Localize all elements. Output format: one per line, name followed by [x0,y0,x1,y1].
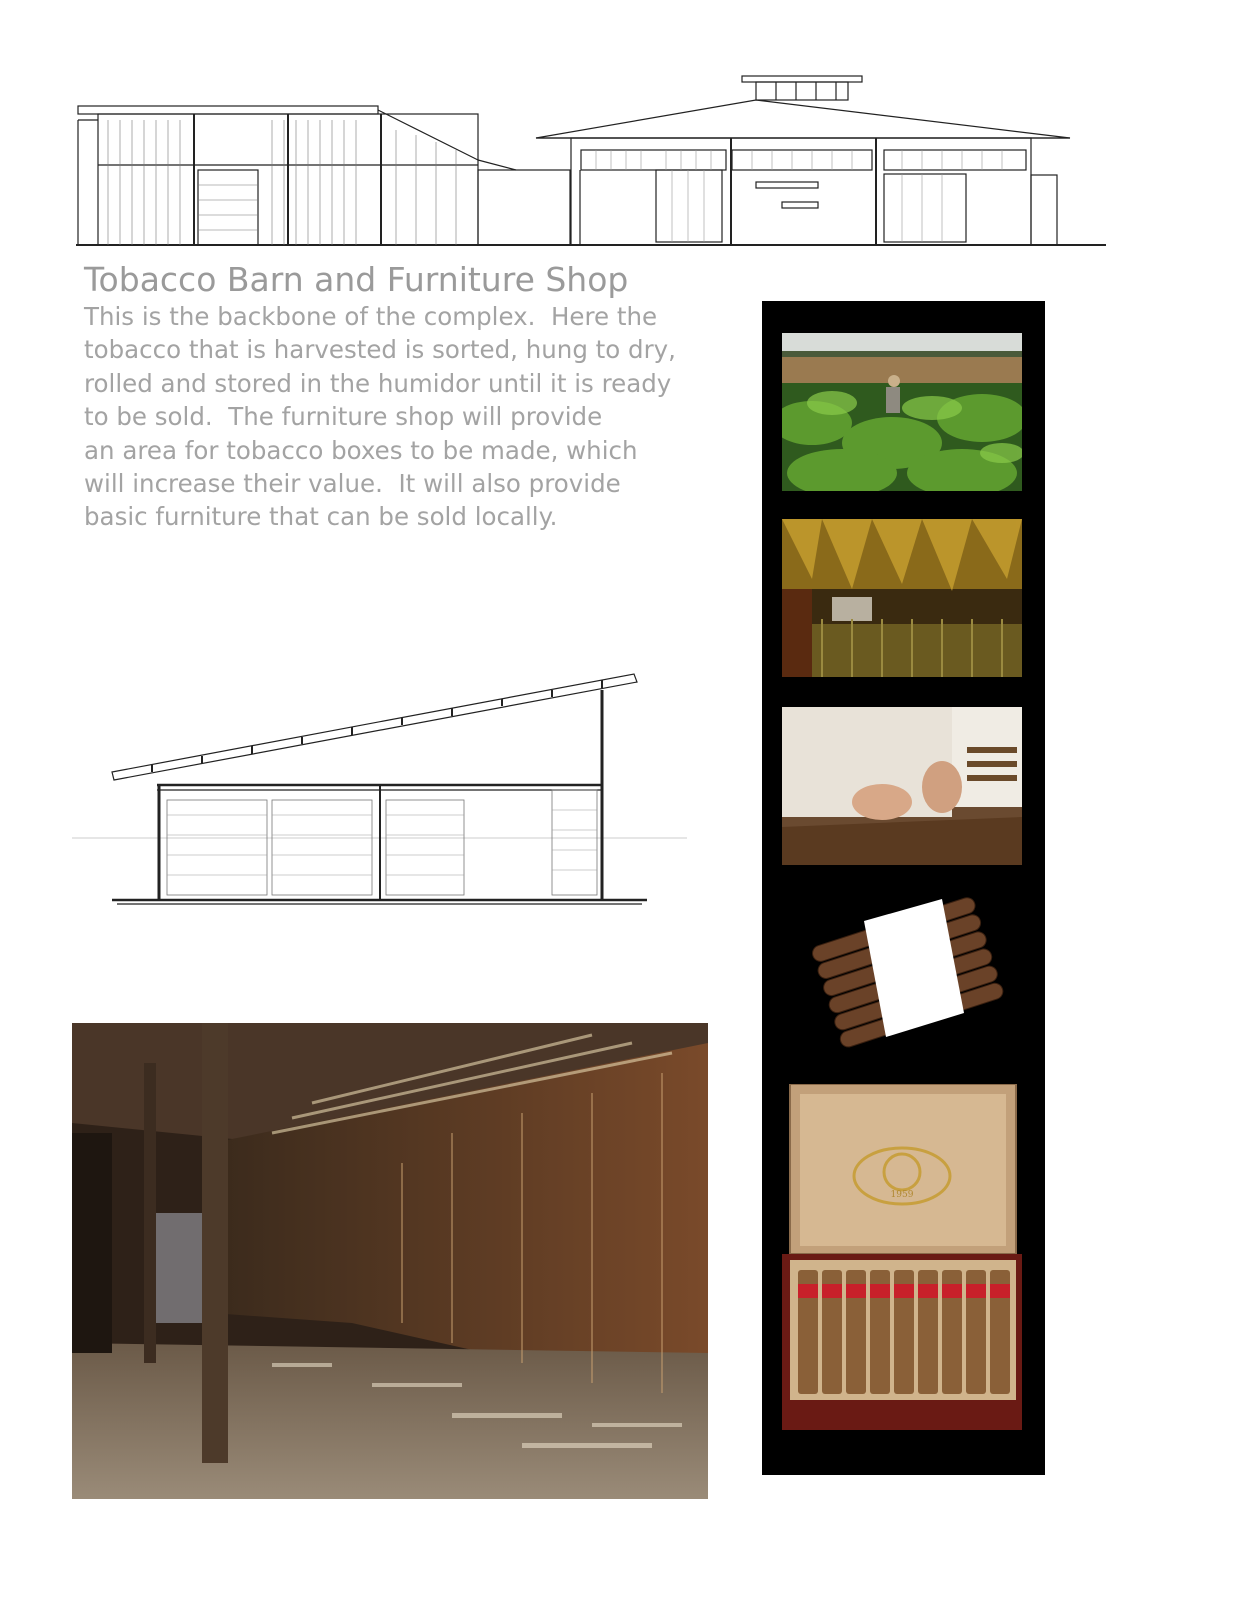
description-text [84,300,724,534]
description-line: rolled and stored in the humidor until it is ready [84,368,672,398]
description-line: will increase their value. It will also provide [84,469,621,499]
cigar-box-crest-year: 1959 [890,1190,914,1200]
page-title: Tobacco Barn and Furniture Shop [84,260,629,299]
barn-interior-photo [72,1023,708,1499]
tobacco-field-photo [782,333,1022,491]
description-line: This is the backbone of the complex. Here the [84,302,658,331]
description-line: to be sold. The furniture shop will provide [84,402,603,432]
tobacco-drying-photo [782,519,1022,677]
cigar-box-photo [782,1084,1022,1434]
description-line: tobacco that is harvested is sorted, hung to dry, [84,335,676,365]
cigar-rolling-photo [782,707,1022,865]
description-line: an area for tobacco boxes to be made, which [84,435,638,465]
photo-strip [762,301,1045,1475]
cigar-bundle-photo [782,891,1022,1051]
barn-elevation-drawing [76,70,1110,260]
description-line: basic furniture that can be sold locally. [84,502,558,532]
barn-section-drawing [72,650,692,925]
